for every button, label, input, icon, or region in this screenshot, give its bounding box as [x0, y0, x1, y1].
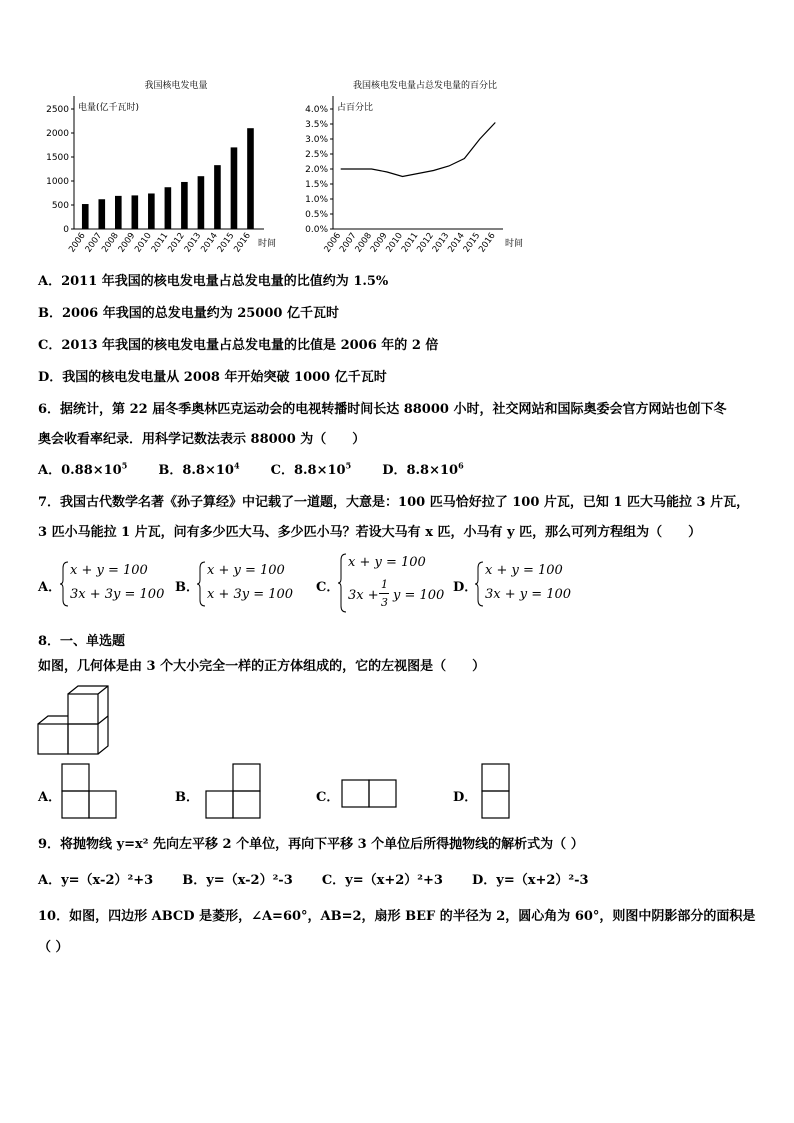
q8-option-d-figure[interactable] [480, 762, 512, 820]
q8-option-c-figure[interactable] [340, 778, 400, 810]
y-tick-label: 0.5% [305, 210, 328, 220]
y-tick-label: 3.5% [305, 120, 328, 130]
q7-option-a-brace [60, 560, 70, 608]
q7-option-c-frac-den: 3 [381, 596, 388, 609]
q7-option-c-eq2b: y = 100 [393, 588, 445, 603]
q10-stem-line2: （ ） [38, 940, 69, 955]
x-tick-label: 2013 [430, 230, 452, 255]
q7-option-d-label[interactable]: D． [453, 580, 478, 595]
bar-2009 [132, 195, 139, 229]
q7-option-d-eq2: 3x + y = 100 [485, 587, 572, 602]
q9-options [38, 869, 589, 888]
q7-stem-line1: 7．我国古代数学名著《孙子算经》中记载了一道题，大意是：100 匹马恰好拉了 100 片瓦，已知 1 匹大马能拉 3 片瓦， [38, 495, 750, 510]
q8-option-a-label[interactable]: A． [38, 790, 62, 805]
line-chart [295, 76, 535, 261]
q7-option-c-brace [338, 552, 348, 614]
bar-2012 [181, 182, 188, 229]
line-chart-xlabel: 时间 [505, 239, 524, 249]
q6-stem-line2: 奥会收看率纪录．用科学记数法表示 88000 为（ ） [38, 432, 366, 447]
x-tick-label: 2016 [232, 230, 253, 255]
q7-option-c-label[interactable]: C． [316, 580, 340, 595]
bar-2014 [214, 165, 221, 229]
q5-option-d[interactable]: D．我国的核电发电量从 2008 年开始突破 1000 亿千瓦时 [38, 370, 387, 385]
x-tick-label: 2014 [446, 230, 467, 255]
q10-stem-line1: 10．如图，四边形 ABCD 是菱形，∠A=60°，AB=2，扇形 BEF 的半径为 2，圆心角为 60°，则图中阴影部分的面积是 [38, 909, 756, 924]
q8-heading: 8．一、单选题 [38, 634, 126, 649]
q7-option-d-brace [475, 560, 485, 608]
q5-option-a[interactable]: A．2011 年我国的核电发电量占总发电量的比值约为 1.5% [38, 274, 389, 289]
y-tick-label: 0 [63, 225, 69, 235]
x-tick-label: 2013 [182, 230, 204, 255]
y-tick-label: 1500 [46, 153, 69, 163]
bar-2007 [98, 199, 105, 229]
q7-option-c-frac-bar [379, 593, 389, 594]
y-tick-label: 0.0% [305, 225, 328, 235]
x-tick-label: 2007 [338, 230, 359, 255]
q5-option-b[interactable]: B．2006 年我国的总发电量约为 25000 亿千瓦时 [38, 306, 339, 321]
y-tick-label: 3.0% [305, 135, 328, 145]
q7-option-b-label[interactable]: B． [175, 580, 199, 595]
bar-2015 [231, 147, 238, 229]
y-tick-label: 1000 [46, 177, 69, 187]
bar-chart-title: 我国核电发电量 [144, 81, 208, 91]
q7-option-d-eq1: x + y = 100 [485, 563, 563, 578]
y-tick-label: 2.0% [305, 165, 328, 175]
q8-stem: 如图，几何体是由 3 个大小完全一样的正方体组成的，它的左视图是（ ） [38, 659, 486, 674]
x-tick-label: 2006 [67, 230, 88, 255]
bar-2010 [148, 193, 155, 229]
q6-option-d[interactable]: D．$8.8\times 10^6$ [382, 460, 464, 478]
bar-chart-ylabel: 电量(亿千瓦时) [78, 103, 140, 113]
bar-2011 [165, 187, 172, 229]
x-tick-label: 2014 [199, 230, 220, 255]
q6-option-c[interactable]: C．$8.8\times 10^5$ [270, 460, 352, 478]
y-tick-label: 2.5% [305, 150, 328, 160]
line-chart-series [341, 123, 496, 177]
bar-2006 [82, 204, 89, 229]
q8-option-b-label[interactable]: B． [175, 790, 199, 805]
q7-option-a-label[interactable]: A． [38, 580, 62, 595]
q7-option-a-eq1: x + y = 100 [70, 563, 148, 578]
x-tick-label: 2006 [322, 230, 344, 255]
x-tick-label: 2009 [116, 230, 138, 255]
q7-stem-line2: 3 匹小马能拉 1 片瓦，问有多少匹大马、多少匹小马？若设大马有 x 匹，小马有 y 匹，那么可列方程组为（ ） [38, 525, 702, 540]
x-tick-label: 2008 [353, 230, 375, 255]
bar-chart-xlabel: 时间 [258, 239, 277, 249]
q9-option-c[interactable]: C．y=（x+2）²+3 [321, 873, 443, 888]
line-chart-ylabel: 占百分比 [337, 103, 374, 113]
q5-option-c[interactable]: C．2013 年我国的核电发电量占总发电量的比值是 2006 年的 2 倍 [38, 338, 439, 353]
x-tick-label: 2010 [384, 230, 406, 255]
q8-option-c-label[interactable]: C． [316, 790, 340, 805]
y-tick-label: 500 [51, 201, 69, 211]
x-tick-label: 2015 [215, 230, 237, 255]
y-tick-label: 1.5% [305, 180, 328, 190]
q7-option-b-eq1: x + y = 100 [207, 563, 285, 578]
y-tick-label: 2500 [46, 105, 69, 115]
bar-2013 [198, 176, 205, 229]
x-tick-label: 2015 [461, 230, 483, 255]
bar-chart [36, 76, 286, 261]
y-tick-label: 4.0% [305, 105, 328, 115]
x-tick-label: 2012 [166, 230, 187, 255]
q7-option-b-eq2: x + 3y = 100 [207, 587, 294, 602]
x-tick-label: 2010 [133, 230, 154, 255]
bar-2008 [115, 196, 122, 229]
q6-option-b[interactable]: B．$8.8\times 10^4$ [158, 460, 240, 478]
q8-option-d-label[interactable]: D． [453, 790, 478, 805]
q9-option-d[interactable]: D．y=（x+2）²-3 [472, 873, 589, 888]
q7-option-c-eq1: x + y = 100 [348, 555, 426, 570]
q8-option-b-figure[interactable] [204, 762, 264, 820]
y-tick-label: 2000 [46, 129, 69, 139]
q9-stem: 9．将抛物线 y=x² 先向左平移 2 个单位，再向下平移 3 个单位后所得抛物线的解析式为（ ） [38, 837, 584, 852]
x-tick-label: 2008 [100, 230, 121, 255]
x-tick-label: 2011 [149, 230, 171, 255]
q7-option-b-brace [197, 560, 207, 608]
q8-solid-figure [36, 684, 116, 758]
x-tick-label: 2012 [415, 230, 436, 255]
q6-stem-line1: 6．据统计，第 22 届冬季奥林匹克运动会的电视转播时间长达 88000 小时，社交网站和国际奥委会官方网站也创下冬 [38, 402, 727, 417]
line-chart-title: 我国核电发电量占总发电量的百分比 [352, 81, 498, 91]
bar-2016 [247, 128, 254, 229]
x-tick-label: 2011 [399, 230, 421, 255]
q9-option-a[interactable]: A．y=（x-2）²+3 [38, 873, 154, 888]
y-tick-label: 1.0% [305, 195, 328, 205]
q7-option-c-frac-num: 1 [381, 578, 388, 591]
q6-option-a[interactable]: A．$0.88\times 10^5$ [38, 460, 128, 478]
x-tick-label: 2009 [368, 230, 390, 255]
x-tick-label: 2016 [477, 230, 498, 255]
q8-option-a-figure[interactable] [60, 762, 120, 820]
q7-option-a-eq2: 3x + 3y = 100 [70, 587, 165, 602]
q7-option-c-eq2a: 3x + [348, 588, 379, 603]
q9-option-b[interactable]: B．y=（x-2）²-3 [182, 873, 293, 888]
q6-options [38, 459, 464, 478]
x-tick-label: 2007 [83, 230, 105, 255]
